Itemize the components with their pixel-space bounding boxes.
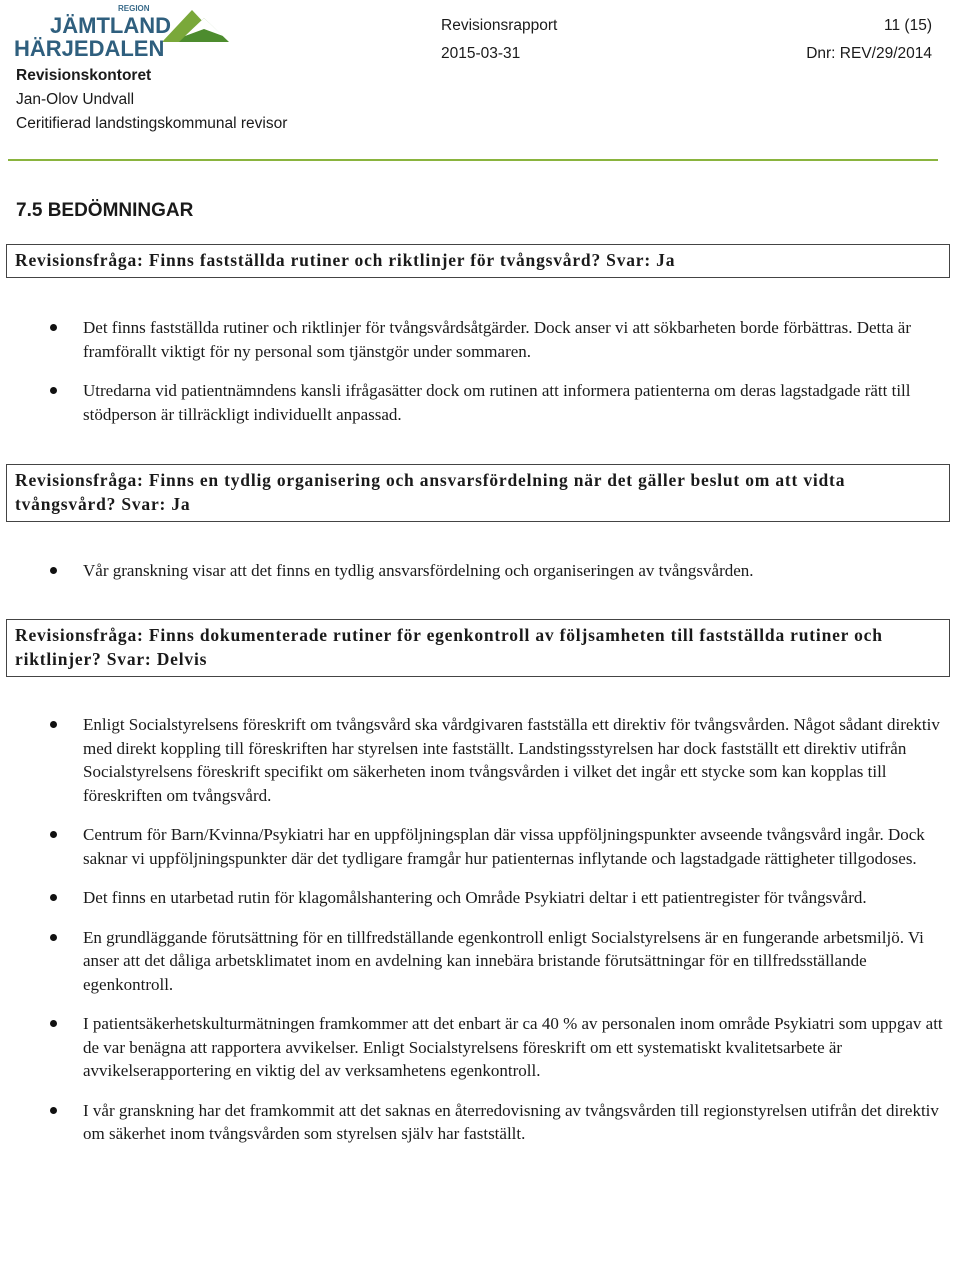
list-item-text: Vår granskning visar att det finns en tydlig ansvarsfördelning och organiseringen av tvångsvården. xyxy=(83,561,754,580)
section-title: 7.5 BEDÖMNINGAR xyxy=(16,200,194,221)
bullet-icon xyxy=(50,324,57,331)
page-number: 11 (15) xyxy=(884,17,932,34)
logo-region: REGION xyxy=(118,4,150,13)
list-item-text: Centrum för Barn/Kvinna/Psykiatri har en uppföljningsplan där vissa uppföljningspunkter avseende tvångsvård ingår. Dock saknar vi uppföljningspunkter där det tydligare framgår hur patienternas inflytande och lagstadgade rättigheter tillgodoses. xyxy=(83,825,925,868)
bullet-icon xyxy=(50,387,57,394)
list-item xyxy=(0,1099,945,1146)
author-name: Jan-Olov Undvall xyxy=(16,91,135,108)
logo-line2: HÄRJEDALEN xyxy=(14,36,165,61)
bullet-icon xyxy=(50,1020,57,1027)
answer-list-3 xyxy=(0,713,945,1162)
answer-list-1 xyxy=(0,316,945,442)
header-left xyxy=(16,64,287,136)
reference-number: Dnr: REV/29/2014 xyxy=(806,45,932,62)
list-item-text: Enligt Socialstyrelsens föreskrift om tvångsvård ska vårdgivaren fastställa ett direktiv för tvångsvården. Något sådant direktiv med direkt koppling till föreskriften har styrelsen inte fastställt. Landstingsstyrelsen har dock fastställt ett direktiv utifrån Socialstyrelsens föreskrift specifikt om säkerheten inom tvångsvården i vilket det ingår ett stycke som kan kopplas till föreskriften om tvångsvård. xyxy=(83,715,940,805)
list-item-text: Det finns fastställda rutiner och riktlinjer för tvångsvårdsåtgärder. Dock anser vi att sökbarheten borde förbättras. Detta är framförallt viktigt för ny personal som tjänstgör under sommaren. xyxy=(83,318,911,361)
list-item xyxy=(0,713,945,807)
bullet-icon xyxy=(50,567,57,574)
question-box-1: Revisionsfråga: Finns fastställda rutiner och riktlinjer för tvångsvård? Svar: Ja xyxy=(6,244,950,278)
bullet-icon xyxy=(50,831,57,838)
list-item xyxy=(0,926,945,997)
header-right xyxy=(806,12,932,68)
list-item xyxy=(0,559,945,583)
logo-graphic xyxy=(14,2,246,66)
bullet-icon xyxy=(50,934,57,941)
header-divider xyxy=(8,159,938,161)
logo-line1: JÄMTLAND xyxy=(50,13,171,38)
bullet-icon xyxy=(50,721,57,728)
author-title: Ceritifierad landstingskommunal revisor xyxy=(16,115,288,132)
doc-type: Revisionsrapport xyxy=(441,17,558,34)
doc-date: 2015-03-31 xyxy=(441,45,521,62)
region-logo xyxy=(14,2,246,66)
org-name: Revisionskontoret xyxy=(16,67,152,84)
header-middle xyxy=(441,12,557,68)
bullet-icon xyxy=(50,1107,57,1114)
list-item xyxy=(0,823,945,870)
list-item-text: En grundläggande förutsättning för en tillfredställande egenkontroll enligt Socialstyrelsens är en fungerande arbetsmiljö. Vi anser att det dåliga arbetsklimatet inom en avdelning kan innebära bristande förutsättningar för en tillfredsställande egenkontroll. xyxy=(83,927,924,994)
list-item-text: Utredarna vid patientnämndens kansli ifrågasätter dock om rutinen att informera patienterna om deras lagstadgade rätt till stödperson är tillräckligt individuellt anpassad. xyxy=(83,381,911,424)
list-item-text: Det finns en utarbetad rutin för klagomålshantering och Område Psykiatri deltar i ett patientregister för tvångsvård. xyxy=(83,888,867,907)
list-item xyxy=(0,379,945,426)
bullet-icon xyxy=(50,894,57,901)
list-item xyxy=(0,316,945,363)
list-item-text: I vår granskning har det framkommit att det saknas en återredovisning av tvångsvården till regionstyrelsen utifrån det direktiv om säkerhet inom tvångsvården som styrelsen själv har fastställt. xyxy=(83,1100,939,1143)
list-item xyxy=(0,886,945,910)
question-box-2: Revisionsfråga: Finns en tydlig organisering och ansvarsfördelning när det gäller beslut om att vidta tvångsvård? Svar: Ja xyxy=(6,464,950,522)
question-box-3: Revisionsfråga: Finns dokumenterade rutiner för egenkontroll av följsamheten till fastställda rutiner och riktlinjer? Svar: Delvis xyxy=(6,619,950,677)
list-item xyxy=(0,1012,945,1083)
list-item-text: I patientsäkerhetskulturmätningen framkommer att det enbart är ca 40 % av personalen inom område Psykiatri som uppgav att de var benägna att rapportera avvikelser. Enligt Socialstyrelsens föreskrift om ett systematiskt kvalitetsarbete är avvikelserapportering en viktig del av verksamhetens egenkontroll. xyxy=(83,1014,943,1080)
answer-list-2 xyxy=(0,559,945,599)
